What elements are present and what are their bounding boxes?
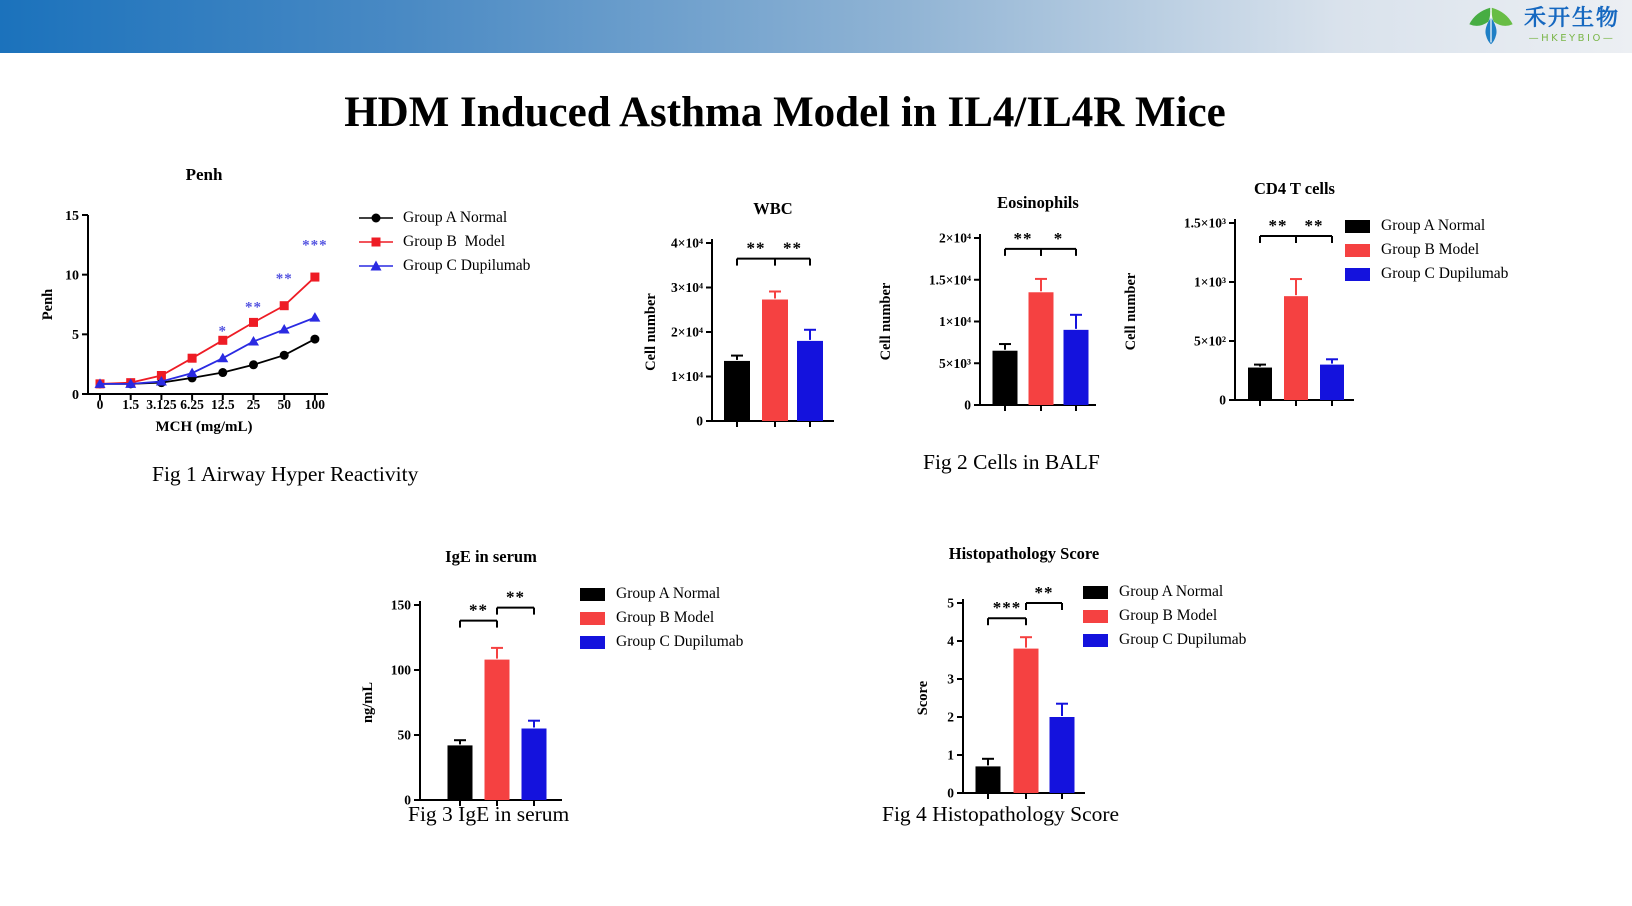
svg-text:2×10⁴: 2×10⁴ [671,324,703,340]
legend-item [358,206,530,230]
svg-text:5×10³: 5×10³ [939,355,971,371]
cd4-bar-0 [1248,368,1272,400]
svg-text:15: 15 [65,208,79,224]
svg-text:1×10⁴: 1×10⁴ [671,369,703,385]
svg-text:**: ** [1268,215,1288,235]
fig3-legend [580,582,743,654]
svg-text:6.25: 6.25 [180,397,204,412]
company-logo [1465,3,1620,49]
legend-item [1083,580,1246,604]
slide-title: HDM Induced Asthma Model in IL4/IL4R Mice [344,89,1226,136]
ige-serum-bar-chart [350,540,595,820]
legend-item [580,582,743,606]
svg-text:Penh: Penh [40,288,56,321]
penh-series-0 [100,339,315,384]
fig1-legend [358,206,530,278]
svg-text:Eosinophils: Eosinophils [997,193,1079,212]
penh-chart-svg [36,160,376,450]
svg-text:**: ** [1013,228,1033,248]
svg-text:**: ** [746,238,766,258]
svg-text:**: ** [783,238,802,258]
svg-text:4: 4 [947,633,954,649]
legend-swatch-icon [1083,610,1108,623]
svg-text:5: 5 [947,595,954,611]
svg-text:100: 100 [390,662,411,678]
svg-text:50: 50 [277,397,291,412]
svg-text:3.125: 3.125 [146,397,177,412]
legend-item [580,630,743,654]
svg-text:12.5: 12.5 [210,397,235,412]
legend-swatch-icon [1345,244,1370,257]
legend-item [1083,628,1246,652]
svg-text:25: 25 [246,397,261,412]
ige-bar-2 [522,729,547,801]
legend-label: Group B Model [1119,607,1218,624]
svg-text:0: 0 [404,792,411,808]
fig3-caption: Fig 3 IgE in serum [408,802,570,826]
svg-text:5×10²: 5×10² [1194,333,1226,349]
svg-text:Cell number: Cell number [878,282,894,361]
legend-label: Group A Normal [616,585,721,602]
wbc-bar-0 [724,361,750,421]
svg-text:**: ** [469,600,488,620]
legend-item [1345,262,1508,286]
ige-bar-1 [485,660,510,800]
svg-text:50: 50 [397,727,411,743]
svg-text:Score: Score [915,680,931,716]
legend-label: Group C Dupilumab [1119,631,1247,648]
wbc-bar-2 [797,341,823,421]
legend-label: Group C Dupilumab [1381,265,1509,282]
legend-label: Group B Model [1381,241,1480,258]
cd4-bar-2 [1320,365,1344,400]
wbc-bar-chart [642,192,857,437]
logo-company-name-cn: 禾开生物 [1523,6,1620,31]
penh-line-chart [36,160,376,455]
svg-text:0: 0 [964,397,971,413]
legend-label: Group B Model [616,609,715,626]
svg-text:1×10⁴: 1×10⁴ [939,314,971,330]
svg-text:**: ** [245,299,262,316]
histo-bar-2 [1050,717,1075,793]
legend-label: Group C Dupilumab [403,257,531,274]
wbc-chart-svg [642,192,857,432]
histo-bar-0 [976,766,1001,793]
eos-chart-svg [870,188,1100,420]
legend-marker-icon [358,211,394,225]
legend-item [1083,604,1246,628]
svg-text:**: ** [275,271,293,288]
svg-text:ng/mL: ng/mL [360,681,376,724]
cd4-chart-svg [1112,175,1362,417]
svg-text:CD4 T cells: CD4 T cells [1254,179,1335,198]
legend-swatch-icon [1083,634,1108,647]
svg-text:3×10⁴: 3×10⁴ [671,280,703,296]
legend-swatch-icon [1083,586,1108,599]
svg-text:1.5: 1.5 [122,397,140,412]
svg-text:1.5×10³: 1.5×10³ [1183,215,1226,231]
svg-text:Cell number: Cell number [643,293,659,371]
legend-swatch-icon [1345,268,1370,281]
svg-text:MCH (mg/mL): MCH (mg/mL) [155,419,253,435]
legend-marker-icon [358,235,394,249]
svg-text:1: 1 [947,747,954,763]
svg-text:1.5×10⁴: 1.5×10⁴ [928,272,971,288]
legend-swatch-icon [580,636,605,649]
svg-text:2×10⁴: 2×10⁴ [939,230,971,246]
svg-text:Cell number: Cell number [1123,272,1139,351]
legend-item [358,254,530,278]
svg-text:0: 0 [1219,392,1226,408]
svg-text:***: *** [992,598,1022,618]
fig4-caption: Fig 4 Histopathology Score [882,802,1120,826]
fig2-legend [1345,214,1508,286]
cd4-bar-1 [1284,296,1308,400]
svg-text:**: ** [1304,215,1324,235]
legend-item [1345,238,1508,262]
svg-text:150: 150 [390,597,411,613]
eos-bar-1 [1029,292,1054,405]
legend-item [358,230,530,254]
legend-label: Group A Normal [1381,217,1486,234]
cd4-tcells-bar-chart [1112,175,1362,422]
svg-text:*: * [218,323,228,340]
legend-label: Group C Dupilumab [616,633,744,650]
svg-text:*: * [1053,228,1064,248]
svg-text:***: *** [302,237,328,254]
svg-text:0: 0 [72,387,79,403]
legend-swatch-icon [580,588,605,601]
logo-company-name-en: —HKEYBIO— [1528,33,1616,44]
svg-text:5: 5 [72,328,79,344]
eos-bar-0 [993,351,1018,405]
legend-swatch-icon [1345,220,1370,233]
logo-text [1524,8,1620,44]
svg-text:3: 3 [947,671,954,687]
fig4-legend [1083,580,1246,652]
svg-text:0: 0 [696,413,703,429]
svg-text:IgE in serum: IgE in serum [445,547,537,566]
svg-text:100: 100 [304,397,326,412]
histo-chart-svg [855,540,1105,808]
legend-label: Group B Model [403,233,506,250]
svg-text:WBC: WBC [753,199,793,218]
histopathology-bar-chart [855,540,1105,813]
wbc-bar-1 [762,300,788,421]
header-gradient-bar [0,0,1632,53]
svg-text:2: 2 [947,709,954,725]
svg-text:**: ** [1034,583,1054,602]
legend-swatch-icon [580,612,605,625]
svg-text:Penh: Penh [185,165,223,184]
eosinophils-bar-chart [870,188,1100,425]
svg-text:0: 0 [947,785,954,801]
svg-text:Histopathology Score: Histopathology Score [948,544,1100,563]
hkeybio-leaf-icon [1465,4,1517,48]
svg-text:4×10⁴: 4×10⁴ [671,235,703,251]
histo-bar-1 [1014,649,1039,793]
legend-marker-icon [358,259,394,273]
svg-text:0: 0 [96,397,104,412]
ige-bar-0 [448,745,473,800]
svg-text:10: 10 [65,268,79,284]
legend-label: Group A Normal [1119,583,1224,600]
fig1-caption: Fig 1 Airway Hyper Reactivity [152,462,419,486]
svg-text:**: ** [506,587,525,607]
eos-bar-2 [1064,330,1089,405]
legend-item [1345,214,1508,238]
legend-item [580,606,743,630]
fig2-caption: Fig 2 Cells in BALF [923,450,1100,474]
ige-chart-svg [350,540,595,815]
legend-label: Group A Normal [403,209,508,226]
svg-text:1×10³: 1×10³ [1194,274,1226,290]
